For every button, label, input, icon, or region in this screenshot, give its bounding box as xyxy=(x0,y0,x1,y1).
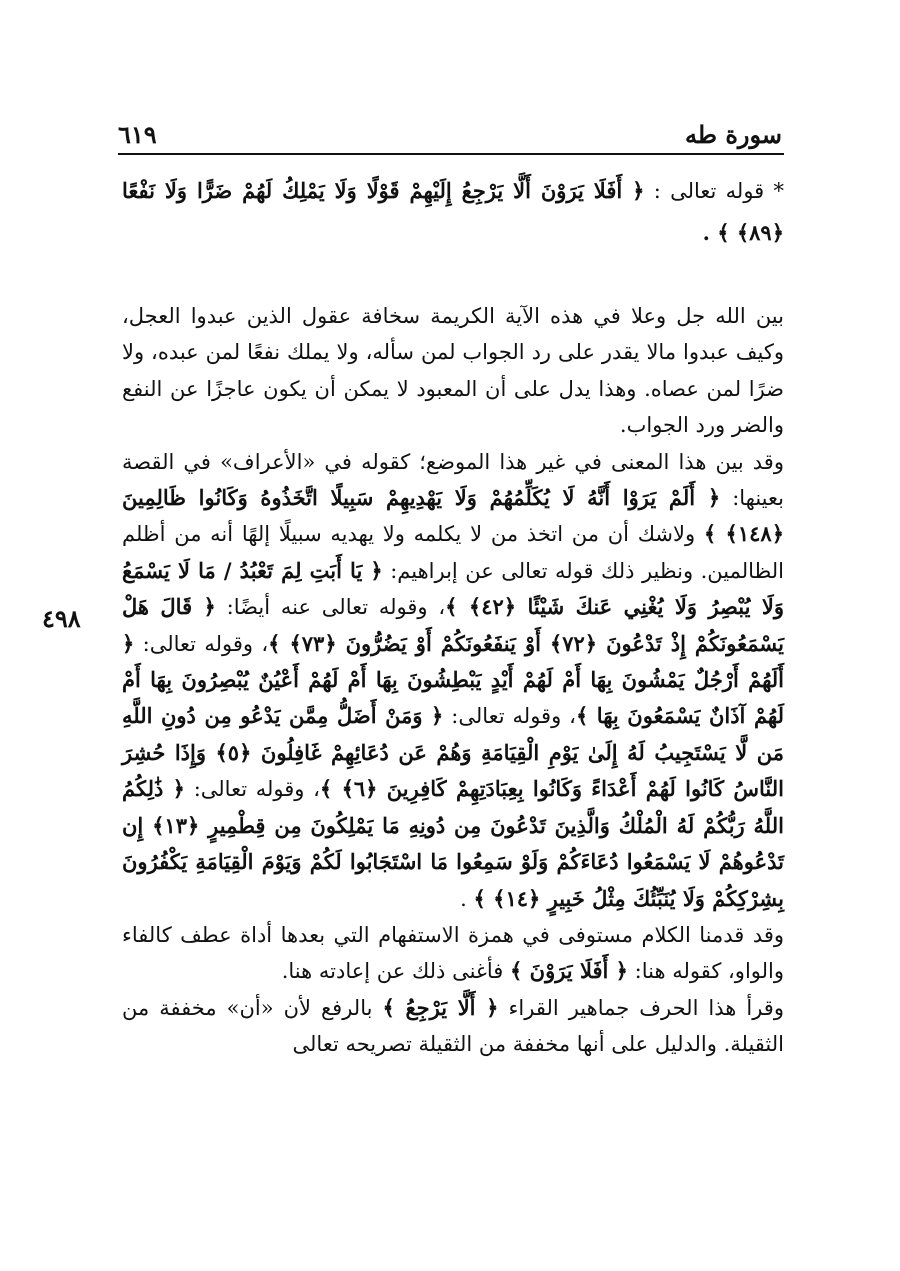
commentary-text: فأغنى ذلك عن إعادته هنا. xyxy=(281,959,511,984)
commentary-text: وقرأ هذا الحرف جماهير القراء xyxy=(498,995,784,1020)
verse-lead: * قوله تعالى : xyxy=(653,179,784,203)
quran-verse: ﴿ وَمَنْ أَضَلُّ مِمَّن يَدْعُو مِن دُونِ اللَّهِ مَن لَّا يَسْتَجِيبُ لَهُ إِلَىٰ يَوْمِ الْقِيَامَةِ وَهُمْ عَن دُعَائِهِمْ غَافِلُونَ ﴿٥﴾ وَإِذَا حُشِرَ النَّاسُ كَانُوا لَهُمْ أَعْدَاءً وَكَانُوا بِعِبَادَتِهِمْ كَافِرِينَ ﴿٦﴾ ﴾ xyxy=(122,703,785,802)
page-body xyxy=(122,170,784,1063)
commentary-text: ، وقوله تعالى: xyxy=(134,631,269,656)
commentary-text: ، وقوله تعالى عنه أيضًا: xyxy=(215,595,446,620)
commentary-text: ، وقوله تعالى: xyxy=(184,777,320,802)
commentary-paragraph xyxy=(122,990,784,1063)
surah-title: سورة طه xyxy=(685,120,782,149)
page-number: ٦١٩ xyxy=(118,120,157,149)
margin-page-number: ٤٩٨ xyxy=(42,604,81,633)
page-header xyxy=(118,118,782,158)
quran-verse: ﴿ أَلَمْ يَرَوْا أَنَّهُ لَا يُكَلِّمُهُمْ وَلَا يَهْدِيهِمْ سَبِيلًا اتَّخَذُوهُ وَكَانُوا ظَالِمِينَ ﴿١٤٨﴾ ﴾ xyxy=(122,485,785,547)
paragraph-spacer xyxy=(122,254,784,298)
commentary-text: بالرفع لأن «أن» مخففة من الثقيلة. والدليل على أنها مخففة من الثقيلة تصريحه تعالى xyxy=(122,995,784,1057)
commentary-text: ولاشك أن من اتخذ من لا يكلمه ولا يهديه سبيلًا إلهًا أنه من أظلم الظالمين. ونظير ذلك قوله تعالى عن إبراهيم: xyxy=(122,522,784,583)
verse-heading xyxy=(122,170,784,254)
quran-verse: ﴿ أَلَّا يَرْجِعُ ﴾ xyxy=(382,994,499,1020)
commentary-text: وقد قدمنا الكلام مستوفى في همزة الاستفهام التي بعدها أداة عطف كالفاء والواو، كقوله هنا: xyxy=(122,922,784,984)
commentary-paragraph xyxy=(122,444,784,917)
header-divider xyxy=(118,153,784,155)
commentary-text: . xyxy=(460,886,474,911)
quran-verse: ﴿ أَفَلَا يَرَوْنَ ﴾ xyxy=(510,958,628,984)
commentary-text: ، وقوله تعالى: xyxy=(443,704,576,729)
quran-verse: ﴿ أَلَهُمْ أَرْجُلٌ يَمْشُونَ بِهَا أَمْ لَهُمْ أَيْدٍ يَبْطِشُونَ بِهَا أَمْ لَهُمْ أَعْيُنٌ يُبْصِرُونَ بِهَا أَمْ لَهُمْ آذَانٌ يَسْمَعُونَ بِهَا ﴾ xyxy=(122,630,784,729)
commentary-text: وقد بين هذا المعنى في غير هذا الموضع؛ كقوله في «الأعراف» في القصة بعينها: xyxy=(122,449,784,511)
commentary-paragraph: بين الله جل وعلا في هذه الآية الكريمة سخافة عقول الذين عبدوا العجل، وكيف عبدوا مالا يقدر على رد الجواب لمن سأله، ولا يملك نفعًا لمن عبده، ولا ضرًا لمن عصاه. وهذا يدل على أن المعبود لا يمكن أن يكون عاجزًا عن النفع والضر ورد الجواب. xyxy=(122,304,784,438)
quran-verse: ﴿ ذَٰلِكُمُ اللَّهُ رَبُّكُمْ لَهُ الْمُلْكُ وَالَّذِينَ تَدْعُونَ مِن دُونِهِ مَا يَمْلِكُونَ مِن قِطْمِيرٍ ﴿١٣﴾ إِن تَدْعُوهُمْ لَا يَسْمَعُوا دُعَاءَكُمْ وَلَوْ سَمِعُوا مَا اسْتَجَابُوا لَكُمْ وَيَوْمَ الْقِيَامَةِ يَكْفُرُونَ بِشِرْكِكُمْ وَلَا يُنَبِّئُكَ مِثْلُ خَبِيرٍ ﴿١٤﴾ ﴾ xyxy=(122,776,784,911)
quran-verse: ﴿ قَالَ هَلْ يَسْمَعُونَكُمْ إِذْ تَدْعُونَ ﴿٧٢﴾ أَوْ يَنفَعُونَكُمْ أَوْ يَضُرُّونَ ﴿٧٣﴾ ﴾ xyxy=(122,594,785,656)
commentary-paragraph xyxy=(122,917,784,990)
quran-verse: ﴿ يَا أَبَتِ لِمَ تَعْبُدُ / مَا لَا يَسْمَعُ وَلَا يُبْصِرُ وَلَا يُغْنِي عَنكَ شَيْئًا ﴿٤٢﴾ ﴾ xyxy=(122,557,785,620)
quran-verse: ﴿ أَفَلَا يَرَوْنَ أَلَّا يَرْجِعُ إِلَيْهِمْ قَوْلًا وَلَا يَمْلِكُ لَهُمْ ضَرًّا وَلَا نَفْعًا ﴿٨٩﴾ ﴾ . xyxy=(122,178,784,245)
